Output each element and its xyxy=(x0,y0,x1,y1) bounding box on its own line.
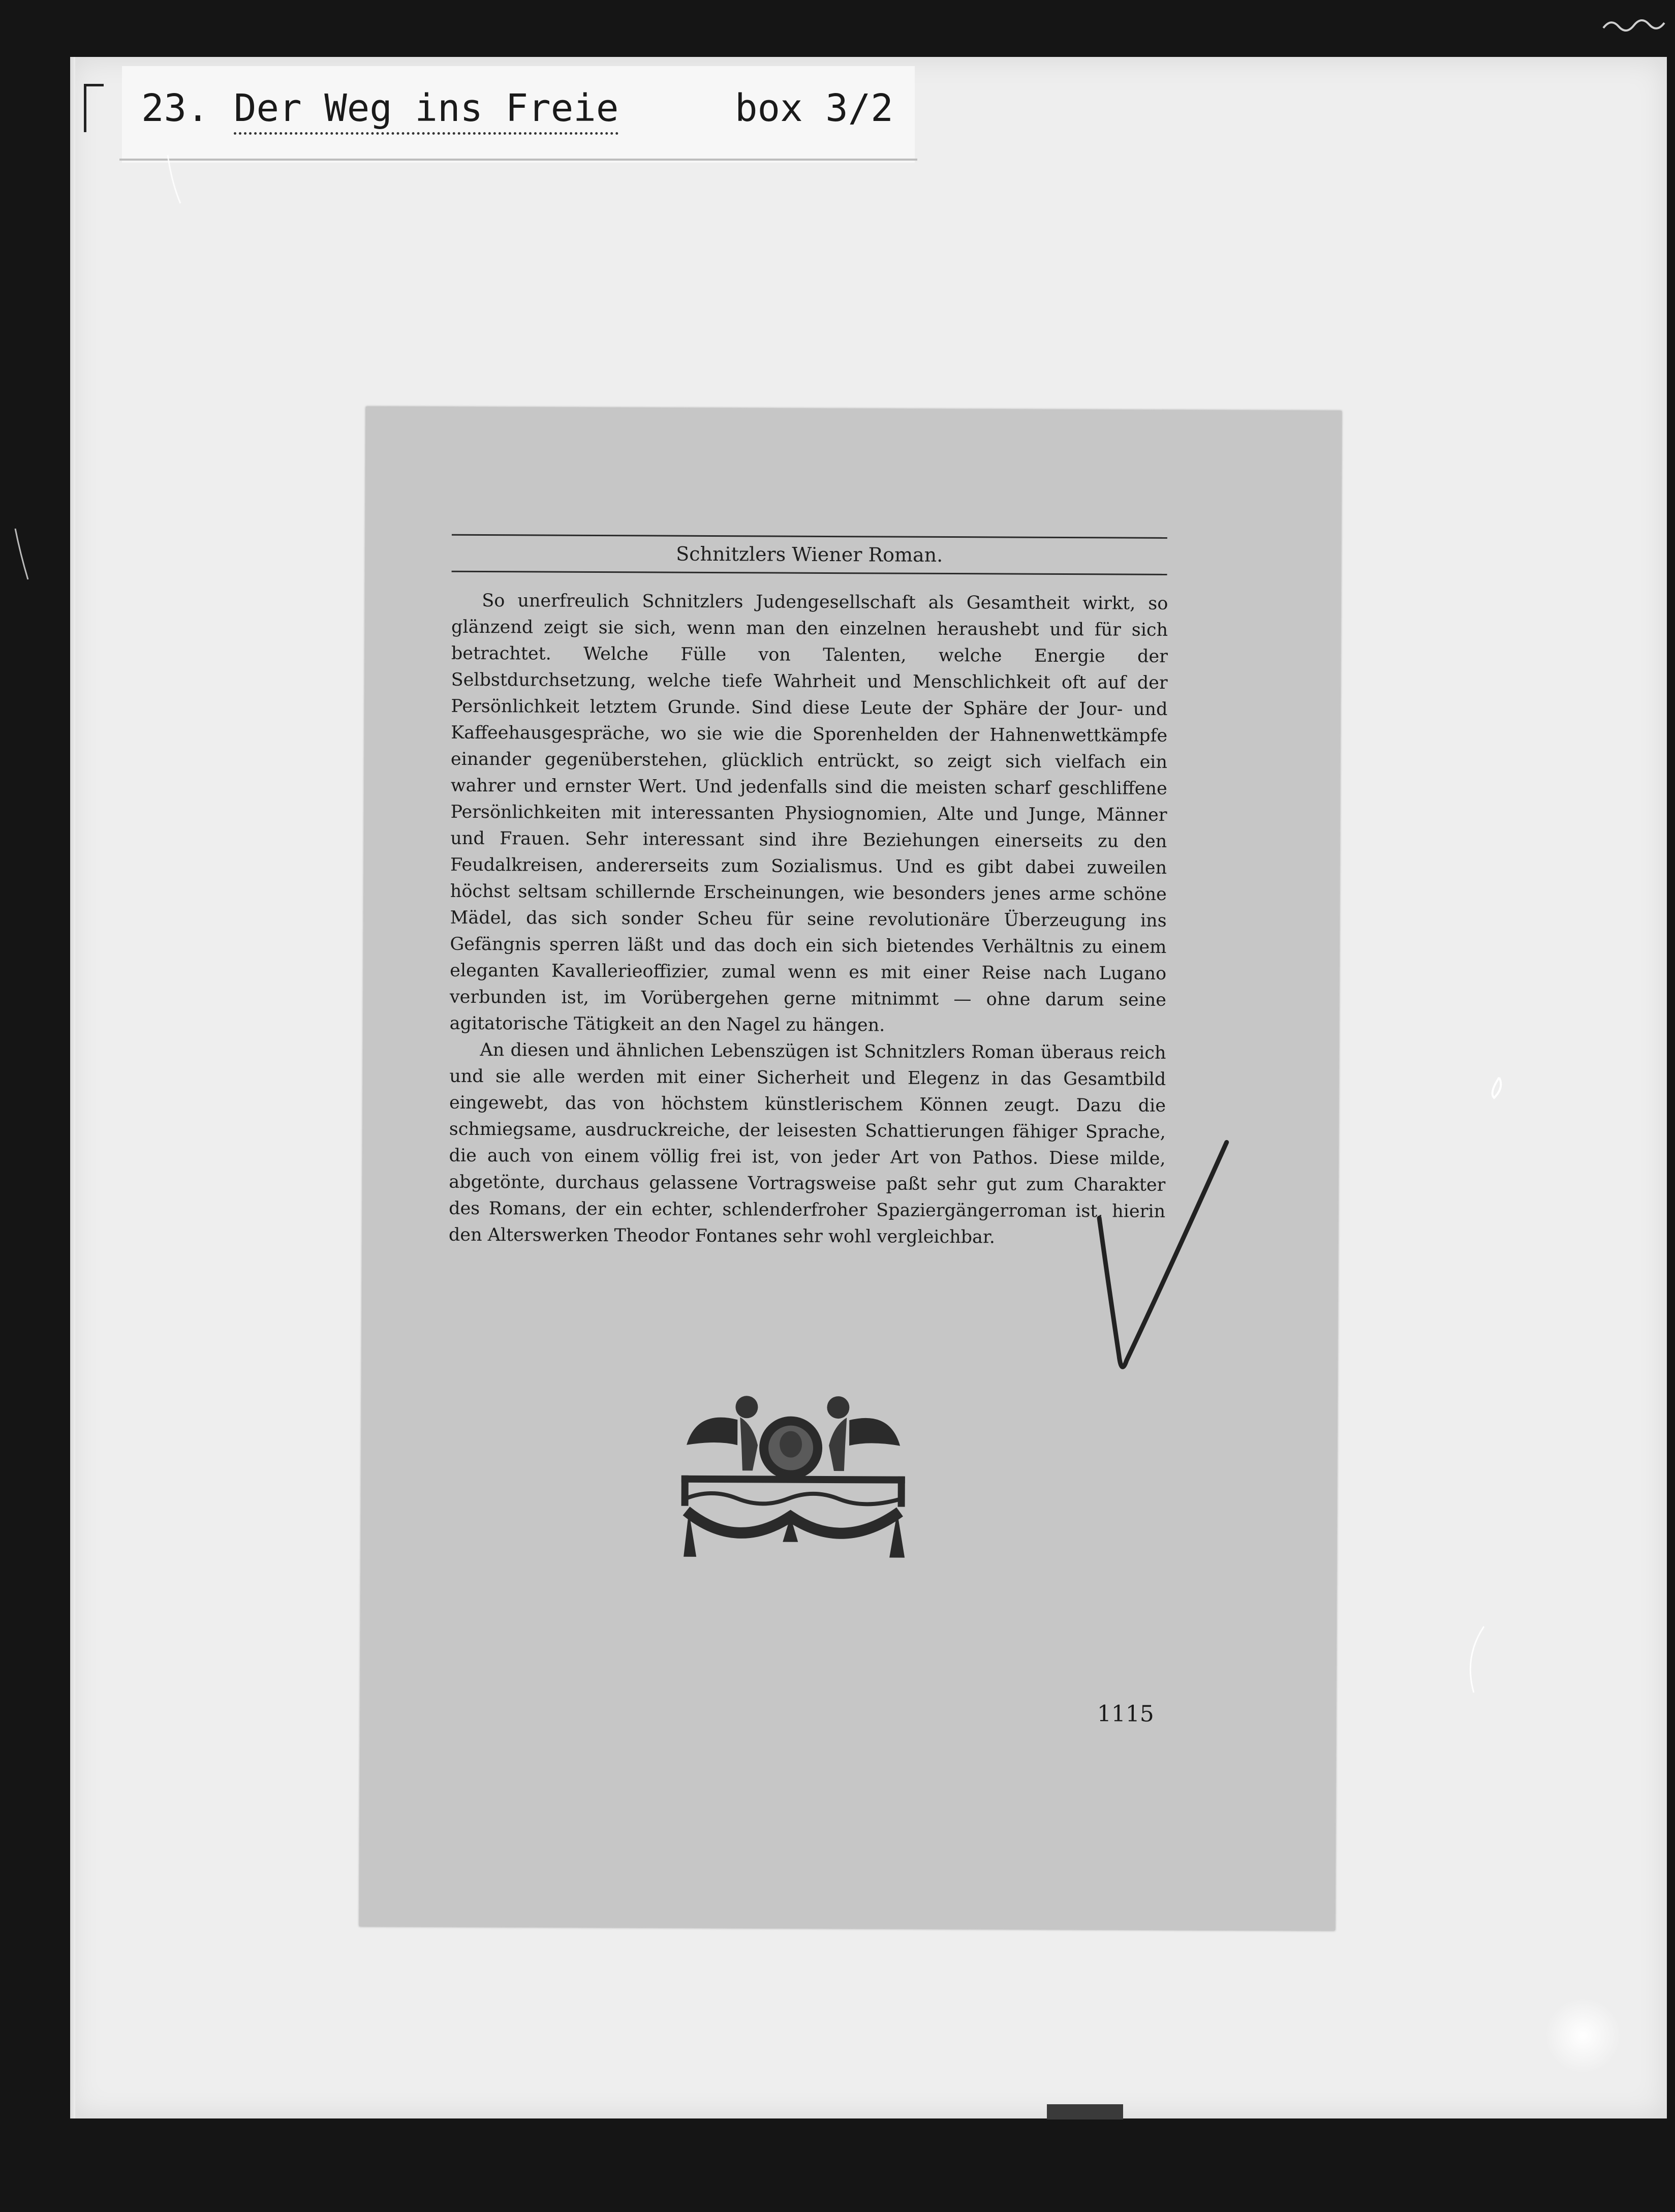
article-paragraph-2: An diesen und ähnlichen Lebenszügen ist Schnitzlers Roman überaus reich und sie alle werden mit einer Sicherheit und Elegenz in das Gesamtbild eingewebt, das von höchstem künstlerischem Können zeugt. Dazu die schmiegsame, ausdruckreiche, der leisesten Schattierungen fähiger Sprache, die auch von einem völlig frei ist, von jeder Art von Pathos. Diese milde, abgetönte, durchaus gelassene Vortragsweise paßt sehr gut zum Charakter des Romans, der ein echter, schlenderfroher Spaziergängerroman ist, hierin den Alterswerken Theodor Fontanes sehr wohl vergleichbar. xyxy=(448,1039,1166,1248)
header-rule-top xyxy=(452,534,1167,539)
pencil-checkmark-icon xyxy=(1088,1136,1252,1401)
clipping-header: Schnitzlers Wiener Roman. xyxy=(676,542,943,566)
folder-number: 23. xyxy=(141,86,209,130)
article-paragraph-1: So unerfreulich Schnitzlers Judengesellschaft als Gesamtheit wirkt, so glänzend zeigt sie sich, wenn man den einzelnen heraushebt und für sich betrachtet. Welche Fülle von Talenten, welche Energie der Selbstdurchsetzung, welche tiefe Wahrheit und Menschlichkeit oft auf der Persönlichkeit letztem Grunde. Sind diese Leute der Sphäre der Jour- und Kaffeehausgespräche, wo sie wie die Sporenhelden der Hahnenwettkämpfe einander gegenüberstehen, glücklich entrückt, so zeigt sich vielfach ein wahrer und ernster Wert. Und jedenfalls sind die meisten scharf geschliffene Persönlichkeiten mit interessanten Physiognomien, Alte und Junge, Männer und Frauen. Sehr interessant sind ihre Beziehungen einerseits zu den Feudalkreisen, andererseits zum Sozialismus. Und es gibt dabei zuweilen höchst seltsam schillernde Erscheinungen, wie besonders jenes arme schöne Mädel, das sich sonder Scheu für seine revolutionäre Überzeugung ins Gefängnis sperren läßt und das doch ein sich bietendes Verhältnis zu einem eleganten Kavallerieoffizier, zumal wenn es mit einer Reise nach Lugano verbunden ist, im Vorübergehen gerne mitnimmt — ohne darum seine agitatorische Tätigkeit an den Nagel zu hängen. xyxy=(449,591,1168,1036)
corner-scribble-icon xyxy=(1601,15,1667,36)
work-title: Der Weg ins Freie xyxy=(234,86,618,135)
board-clip xyxy=(1047,2104,1123,2119)
newspaper-clipping xyxy=(359,407,1342,1930)
label-edge xyxy=(119,159,917,161)
box-number: box 3/2 xyxy=(735,86,893,130)
board-edge xyxy=(70,57,75,2118)
cherubs-medallion-garland-icon xyxy=(676,1389,911,1573)
header-rule-bottom xyxy=(452,571,1167,575)
corner-smudge xyxy=(1545,1998,1621,2074)
article-body xyxy=(449,588,1168,1251)
page-number: 1115 xyxy=(1097,1701,1154,1727)
label-bracket xyxy=(84,84,104,132)
